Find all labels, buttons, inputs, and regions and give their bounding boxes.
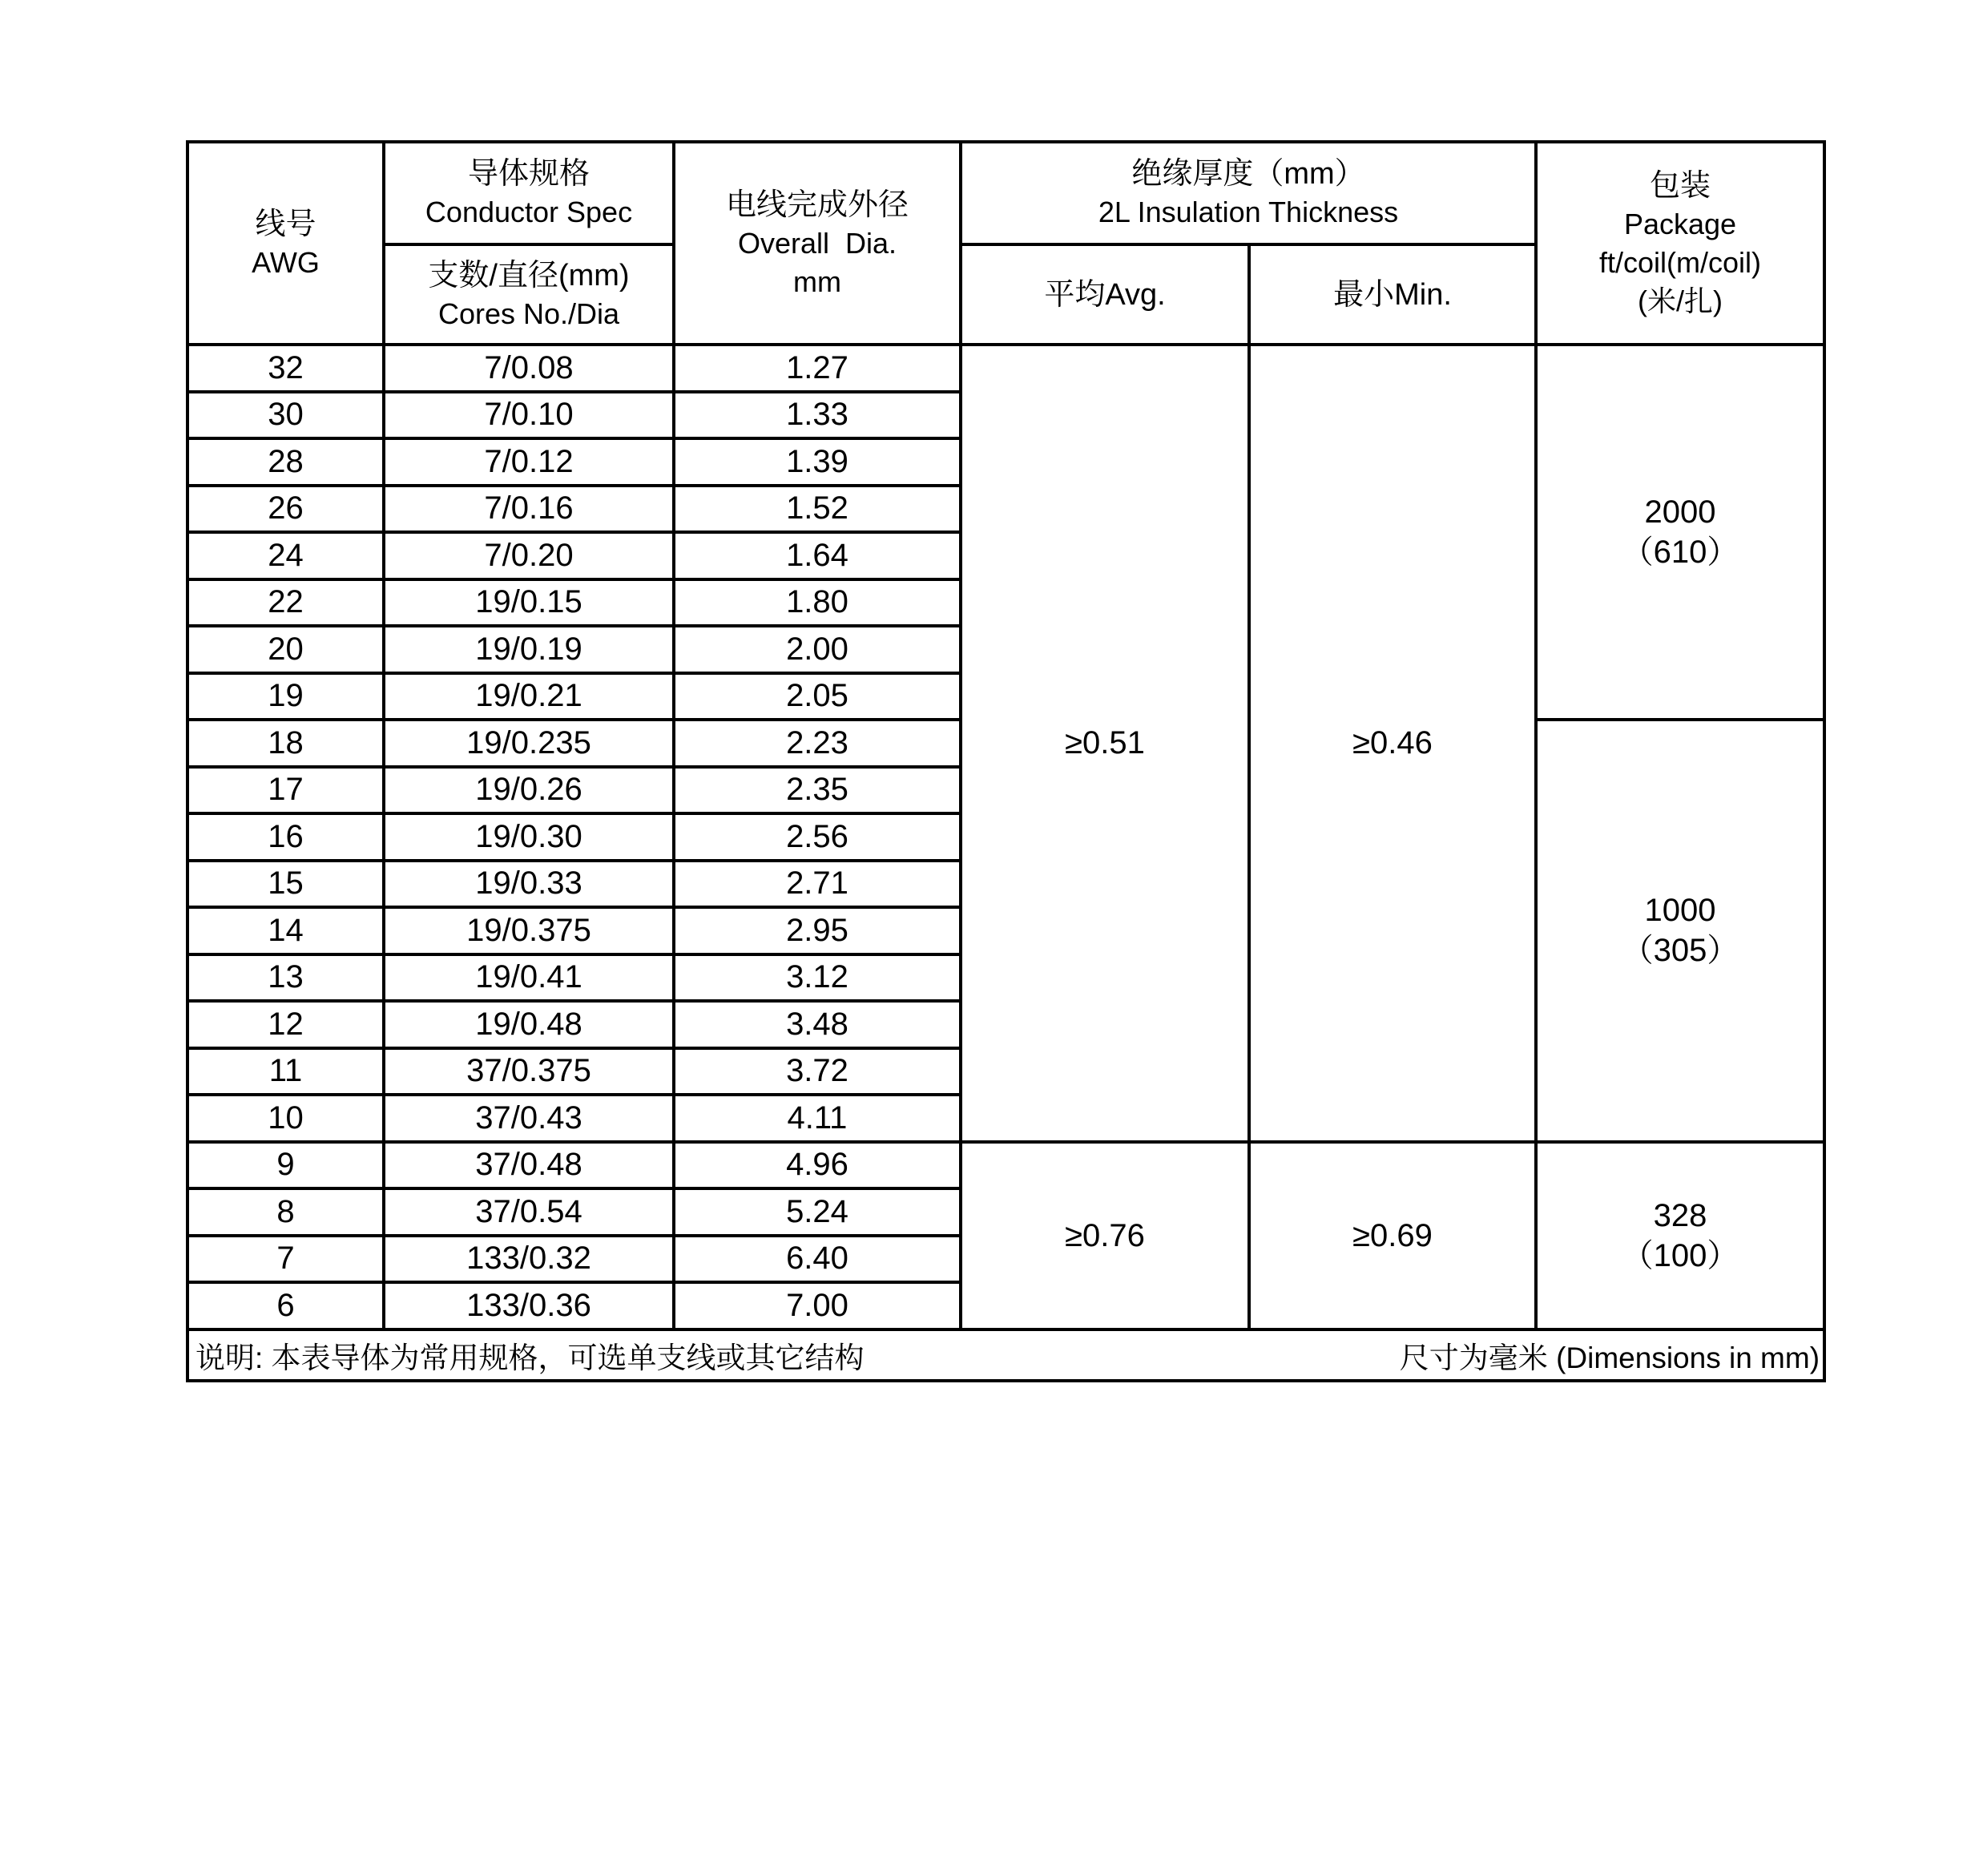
awg-value: 6 bbox=[187, 1282, 384, 1329]
package-group-3 bbox=[1536, 1142, 1824, 1329]
header-overall-dia bbox=[674, 142, 961, 345]
cores-value: 7/0.08 bbox=[384, 345, 674, 392]
table-row bbox=[187, 1142, 1824, 1189]
header-overall-en: Overall Dia. bbox=[737, 226, 897, 260]
awg-value: 11 bbox=[187, 1048, 384, 1095]
footer-dimensions-note: 尺寸为毫米 (Dimensions in mm) bbox=[1399, 1341, 1820, 1374]
awg-value: 17 bbox=[187, 767, 384, 814]
dia-value: 1.39 bbox=[674, 438, 961, 486]
cores-value: 19/0.33 bbox=[384, 861, 674, 908]
header-overall-unit: mm bbox=[793, 264, 841, 298]
awg-value: 26 bbox=[187, 486, 384, 533]
insulation-min-group-1 bbox=[1249, 345, 1536, 1142]
awg-value: 15 bbox=[187, 861, 384, 908]
package-metric: （610） bbox=[1621, 535, 1739, 570]
dia-value: 2.05 bbox=[674, 673, 961, 720]
awg-value: 14 bbox=[187, 907, 384, 954]
dia-value: 5.24 bbox=[674, 1188, 961, 1236]
dia-value: 3.72 bbox=[674, 1048, 961, 1095]
insulation-min-value: ≥0.46 bbox=[1352, 725, 1433, 761]
header-avg bbox=[961, 244, 1249, 345]
footer-row bbox=[187, 1329, 1824, 1381]
header-row-top bbox=[187, 142, 1824, 244]
header-package-en: Package bbox=[1623, 207, 1737, 240]
header-package-unit2: (米/扎) bbox=[1638, 284, 1723, 317]
header-overall-cn: 电线完成外径 bbox=[725, 188, 909, 222]
header-cores-cn: 支数/直径(mm) bbox=[428, 258, 630, 292]
table-row bbox=[187, 345, 1824, 392]
header-insulation bbox=[961, 142, 1536, 244]
cores-value: 19/0.235 bbox=[384, 720, 674, 767]
cores-value: 19/0.48 bbox=[384, 1001, 674, 1048]
header-conductor-en: Conductor Spec bbox=[425, 196, 633, 228]
cores-value: 37/0.54 bbox=[384, 1188, 674, 1236]
cores-value: 19/0.19 bbox=[384, 626, 674, 673]
header-package-unit1: ft/coil(m/coil) bbox=[1599, 245, 1762, 279]
dia-value: 6.40 bbox=[674, 1236, 961, 1283]
header-awg bbox=[187, 142, 384, 345]
dia-value: 4.96 bbox=[674, 1142, 961, 1189]
package-metric: （100） bbox=[1621, 1237, 1739, 1273]
dia-value: 2.95 bbox=[674, 907, 961, 954]
cores-value: 19/0.26 bbox=[384, 767, 674, 814]
insulation-avg-group-1 bbox=[961, 345, 1249, 1142]
awg-value: 30 bbox=[187, 392, 384, 439]
cores-value: 19/0.41 bbox=[384, 954, 674, 1002]
header-insulation-cn: 绝缘厚度（mm） bbox=[1131, 157, 1365, 191]
header-conductor-spec bbox=[384, 142, 674, 244]
header-avg-label: 平均Avg. bbox=[1044, 277, 1166, 312]
footer-content bbox=[189, 1333, 1823, 1377]
cores-value: 37/0.375 bbox=[384, 1048, 674, 1095]
header-insulation-en: 2L Insulation Thickness bbox=[1098, 196, 1399, 228]
header-awg-cn: 线号 bbox=[255, 207, 316, 241]
cores-value: 19/0.30 bbox=[384, 813, 674, 861]
insulation-avg-group-2 bbox=[961, 1142, 1249, 1329]
insulation-min-group-2 bbox=[1249, 1142, 1536, 1329]
header-awg-en: AWG bbox=[252, 245, 320, 279]
cores-value: 133/0.36 bbox=[384, 1282, 674, 1329]
header-conductor-cn: 导体规格 bbox=[467, 157, 590, 191]
dia-value: 1.52 bbox=[674, 486, 961, 533]
awg-value: 13 bbox=[187, 954, 384, 1002]
dia-value: 2.35 bbox=[674, 767, 961, 814]
dia-value: 4.11 bbox=[674, 1095, 961, 1142]
dia-value: 1.33 bbox=[674, 392, 961, 439]
dia-value: 1.27 bbox=[674, 345, 961, 392]
footer-cell bbox=[187, 1329, 1824, 1381]
cores-value: 19/0.375 bbox=[384, 907, 674, 954]
header-cores bbox=[384, 244, 674, 345]
cores-value: 37/0.43 bbox=[384, 1095, 674, 1142]
dia-value: 1.64 bbox=[674, 532, 961, 579]
header-cores-en: Cores No./Dia bbox=[437, 297, 620, 330]
dia-value: 7.00 bbox=[674, 1282, 961, 1329]
awg-value: 22 bbox=[187, 579, 384, 627]
awg-value: 16 bbox=[187, 813, 384, 861]
awg-value: 9 bbox=[187, 1142, 384, 1189]
dia-value: 2.00 bbox=[674, 626, 961, 673]
package-qty: 328 bbox=[1653, 1197, 1707, 1233]
header-package bbox=[1536, 142, 1824, 345]
awg-value: 28 bbox=[187, 438, 384, 486]
cores-value: 7/0.12 bbox=[384, 438, 674, 486]
cores-value: 19/0.15 bbox=[384, 579, 674, 627]
cores-value: 37/0.48 bbox=[384, 1142, 674, 1189]
dia-value: 2.56 bbox=[674, 813, 961, 861]
insulation-min-value: ≥0.69 bbox=[1352, 1217, 1433, 1253]
cores-value: 7/0.16 bbox=[384, 486, 674, 533]
footer-note: 说明: 本表导体为常用规格，可选单支线或其它结构 bbox=[195, 1341, 865, 1374]
wire-spec-table bbox=[186, 140, 1826, 1382]
header-package-cn: 包装 bbox=[1650, 168, 1711, 203]
awg-value: 18 bbox=[187, 720, 384, 767]
awg-value: 12 bbox=[187, 1001, 384, 1048]
cores-value: 19/0.21 bbox=[384, 673, 674, 720]
package-qty: 1000 bbox=[1644, 893, 1716, 929]
awg-value: 24 bbox=[187, 532, 384, 579]
package-qty: 2000 bbox=[1644, 494, 1716, 530]
dia-value: 2.23 bbox=[674, 720, 961, 767]
awg-value: 19 bbox=[187, 673, 384, 720]
awg-value: 20 bbox=[187, 626, 384, 673]
package-metric: （305） bbox=[1621, 933, 1739, 969]
awg-value: 32 bbox=[187, 345, 384, 392]
dia-value: 1.80 bbox=[674, 579, 961, 627]
package-group-1 bbox=[1536, 345, 1824, 720]
cores-value: 7/0.20 bbox=[384, 532, 674, 579]
header-min-label: 最小Min. bbox=[1333, 277, 1452, 312]
dia-value: 2.71 bbox=[674, 861, 961, 908]
dia-value: 3.48 bbox=[674, 1001, 961, 1048]
dia-value: 3.12 bbox=[674, 954, 961, 1002]
awg-value: 8 bbox=[187, 1188, 384, 1236]
awg-value: 7 bbox=[187, 1236, 384, 1283]
insulation-avg-value: ≥0.76 bbox=[1065, 1217, 1145, 1253]
cores-value: 7/0.10 bbox=[384, 392, 674, 439]
insulation-avg-value: ≥0.51 bbox=[1065, 725, 1145, 761]
cores-value: 133/0.32 bbox=[384, 1236, 674, 1283]
awg-value: 10 bbox=[187, 1095, 384, 1142]
package-group-2 bbox=[1536, 720, 1824, 1142]
header-min bbox=[1249, 244, 1536, 345]
